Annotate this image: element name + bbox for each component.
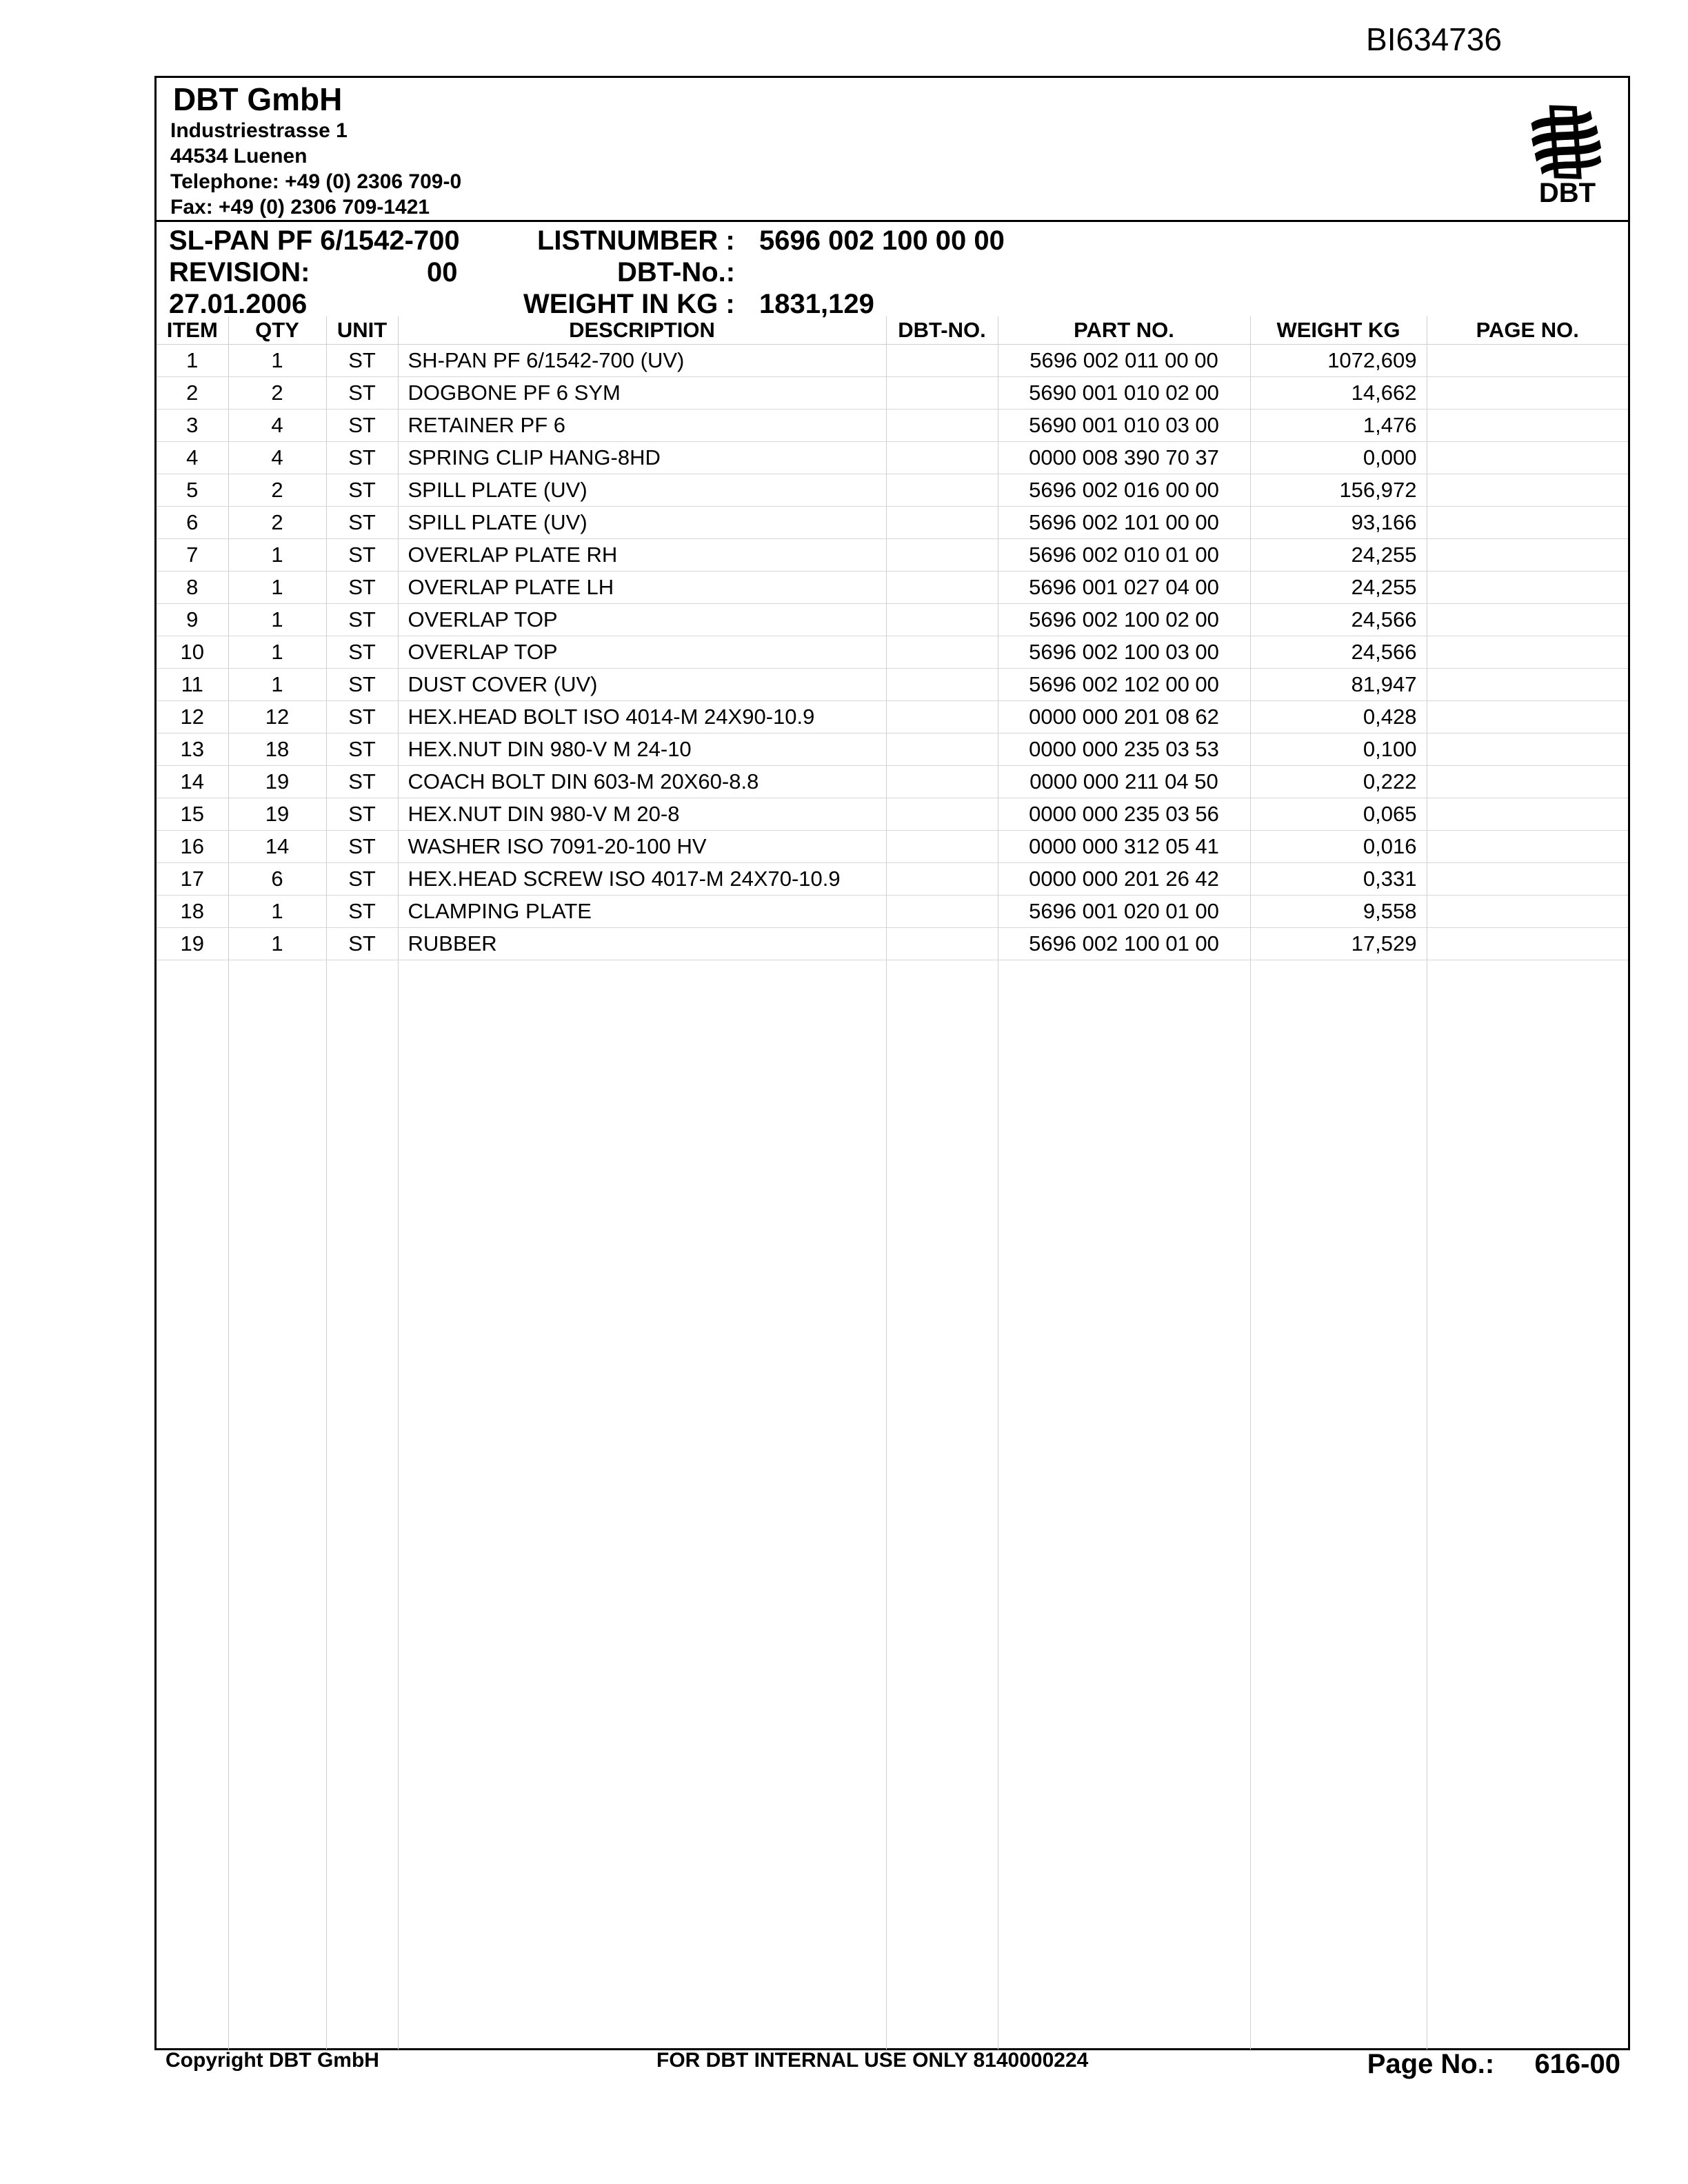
column-header-page-no: PAGE NO. <box>1427 316 1628 345</box>
part-no-cell: 5690 001 010 03 00 <box>998 410 1250 442</box>
table-row <box>157 474 1628 507</box>
revision-label: REVISION: <box>169 257 310 287</box>
qty-cell: 4 <box>228 442 326 474</box>
qty-cell: 4 <box>228 410 326 442</box>
description-cell: OVERLAP TOP <box>398 604 886 636</box>
unit-cell: ST <box>326 410 398 442</box>
parts-table <box>157 316 1628 960</box>
dbt-no-cell <box>886 831 998 863</box>
column-header-description: DESCRIPTION <box>398 316 886 345</box>
item-cell: 10 <box>157 636 228 669</box>
unit-cell: ST <box>326 345 398 377</box>
dbt-no-cell <box>886 798 998 831</box>
dbt-logo-icon <box>1526 99 1609 209</box>
page-no-cell <box>1427 831 1628 863</box>
qty-cell: 1 <box>228 896 326 928</box>
table-row <box>157 604 1628 636</box>
unit-cell: ST <box>326 766 398 798</box>
item-cell: 14 <box>157 766 228 798</box>
qty-cell: 14 <box>228 831 326 863</box>
table-row <box>157 507 1628 539</box>
qty-cell: 19 <box>228 766 326 798</box>
weight-cell: 0,222 <box>1250 766 1427 798</box>
column-divider <box>398 316 399 2050</box>
page-no-cell <box>1427 766 1628 798</box>
qty-cell: 1 <box>228 636 326 669</box>
table-row <box>157 831 1628 863</box>
list-title: SL-PAN PF 6/1542-700 <box>169 225 460 256</box>
column-divider <box>1250 316 1251 2050</box>
company-fax: Fax: +49 (0) 2306 709-1421 <box>170 196 430 219</box>
column-header-weight: WEIGHT KG <box>1250 316 1427 345</box>
company-name: DBT GmbH <box>173 81 343 117</box>
dbt-no-cell <box>886 345 998 377</box>
weight-cell: 0,331 <box>1250 863 1427 896</box>
page-no-cell <box>1427 507 1628 539</box>
header-separator <box>157 220 1628 222</box>
item-cell: 12 <box>157 701 228 734</box>
unit-cell: ST <box>326 669 398 701</box>
dbt-no-cell <box>886 863 998 896</box>
column-header-unit: UNIT <box>326 316 398 345</box>
column-header-part-no: PART NO. <box>998 316 1250 345</box>
item-cell: 2 <box>157 377 228 410</box>
description-cell: SPILL PLATE (UV) <box>398 474 886 507</box>
qty-cell: 18 <box>228 734 326 766</box>
part-no-cell: 5696 002 100 01 00 <box>998 928 1250 960</box>
item-cell: 5 <box>157 474 228 507</box>
unit-cell: ST <box>326 539 398 572</box>
description-cell: SH-PAN PF 6/1542-700 (UV) <box>398 345 886 377</box>
table-row <box>157 345 1628 377</box>
part-no-cell: 5696 002 101 00 00 <box>998 507 1250 539</box>
page-no-cell <box>1427 539 1628 572</box>
weight-cell: 24,566 <box>1250 636 1427 669</box>
table-row <box>157 896 1628 928</box>
description-cell: DOGBONE PF 6 SYM <box>398 377 886 410</box>
document-id: BI634736 <box>1366 21 1502 57</box>
dbt-no-cell <box>886 928 998 960</box>
page-no-cell <box>1427 410 1628 442</box>
table-row <box>157 539 1628 572</box>
weight-cell: 17,529 <box>1250 928 1427 960</box>
item-cell: 13 <box>157 734 228 766</box>
weight-cell: 9,558 <box>1250 896 1427 928</box>
weight-cell: 156,972 <box>1250 474 1427 507</box>
dbt-no-cell <box>886 410 998 442</box>
description-cell: SPILL PLATE (UV) <box>398 507 886 539</box>
table-row <box>157 928 1628 960</box>
column-divider <box>326 316 327 2050</box>
page-number <box>1367 2049 1620 2080</box>
item-cell: 6 <box>157 507 228 539</box>
company-street: Industriestrasse 1 <box>170 119 348 142</box>
copyright-text: Copyright DBT GmbH <box>165 2049 379 2072</box>
part-no-cell: 0000 000 235 03 56 <box>998 798 1250 831</box>
qty-cell: 2 <box>228 377 326 410</box>
weight-cell: 93,166 <box>1250 507 1427 539</box>
qty-cell: 1 <box>228 539 326 572</box>
dbt-no-cell <box>886 377 998 410</box>
description-cell: OVERLAP PLATE RH <box>398 539 886 572</box>
weight-cell: 24,566 <box>1250 604 1427 636</box>
page-no-cell <box>1427 442 1628 474</box>
unit-cell: ST <box>326 572 398 604</box>
part-no-cell: 0000 000 235 03 53 <box>998 734 1250 766</box>
weight-value: 1831,129 <box>759 289 874 319</box>
page-no-cell <box>1427 928 1628 960</box>
part-no-cell: 5690 001 010 02 00 <box>998 377 1250 410</box>
table-row <box>157 442 1628 474</box>
qty-cell: 1 <box>228 604 326 636</box>
page-no-cell <box>1427 474 1628 507</box>
item-cell: 17 <box>157 863 228 896</box>
qty-cell: 2 <box>228 507 326 539</box>
description-cell: SPRING CLIP HANG-8HD <box>398 442 886 474</box>
page-number-value: 616-00 <box>1534 2049 1620 2079</box>
table-row <box>157 798 1628 831</box>
column-header-dbt-no: DBT-NO. <box>886 316 998 345</box>
dbt-no-cell <box>886 507 998 539</box>
description-cell: OVERLAP PLATE LH <box>398 572 886 604</box>
description-cell: RUBBER <box>398 928 886 960</box>
qty-cell: 19 <box>228 798 326 831</box>
page-no-cell <box>1427 701 1628 734</box>
dbt-no-cell <box>886 442 998 474</box>
revision-value: 00 <box>427 257 458 287</box>
column-divider <box>886 316 887 2050</box>
table-row <box>157 734 1628 766</box>
qty-cell: 1 <box>228 669 326 701</box>
item-cell: 15 <box>157 798 228 831</box>
unit-cell: ST <box>326 377 398 410</box>
unit-cell: ST <box>326 798 398 831</box>
dbt-no-cell <box>886 766 998 798</box>
qty-cell: 1 <box>228 928 326 960</box>
part-no-cell: 0000 000 201 08 62 <box>998 701 1250 734</box>
part-no-cell: 5696 001 020 01 00 <box>998 896 1250 928</box>
listnumber-value: 5696 002 100 00 00 <box>759 225 1005 256</box>
list-date: 27.01.2006 <box>169 289 308 319</box>
part-no-cell: 5696 002 016 00 00 <box>998 474 1250 507</box>
weight-cell: 0,000 <box>1250 442 1427 474</box>
table-row <box>157 377 1628 410</box>
dbt-no-cell <box>886 539 998 572</box>
item-cell: 7 <box>157 539 228 572</box>
dbt-no-cell <box>886 572 998 604</box>
company-block <box>170 81 461 220</box>
dbt-no-cell <box>886 474 998 507</box>
qty-cell: 1 <box>228 345 326 377</box>
unit-cell: ST <box>326 474 398 507</box>
weight-cell: 14,662 <box>1250 377 1427 410</box>
weight-cell: 0,428 <box>1250 701 1427 734</box>
weight-cell: 24,255 <box>1250 572 1427 604</box>
table-row <box>157 410 1628 442</box>
page-no-cell <box>1427 798 1628 831</box>
page-no-cell <box>1427 636 1628 669</box>
company-telephone: Telephone: +49 (0) 2306 709-0 <box>170 170 462 193</box>
dbt-no-cell <box>886 701 998 734</box>
page-number-label: Page No.: <box>1367 2049 1495 2079</box>
qty-cell: 12 <box>228 701 326 734</box>
part-no-cell: 5696 002 100 03 00 <box>998 636 1250 669</box>
column-divider <box>228 316 229 2050</box>
page-no-cell <box>1427 863 1628 896</box>
item-cell: 18 <box>157 896 228 928</box>
logo-text: DBT <box>1538 178 1596 208</box>
part-no-cell: 0000 000 211 04 50 <box>998 766 1250 798</box>
table-header-row <box>157 316 1628 345</box>
weight-cell: 0,100 <box>1250 734 1427 766</box>
part-no-cell: 5696 002 010 01 00 <box>998 539 1250 572</box>
page-no-cell <box>1427 734 1628 766</box>
item-cell: 4 <box>157 442 228 474</box>
internal-use-note: FOR DBT INTERNAL USE ONLY 8140000224 <box>656 2049 1089 2072</box>
page-no-cell <box>1427 604 1628 636</box>
weight-label: WEIGHT IN KG : <box>523 289 735 319</box>
description-cell: RETAINER PF 6 <box>398 410 886 442</box>
unit-cell: ST <box>326 734 398 766</box>
part-no-cell: 5696 002 011 00 00 <box>998 345 1250 377</box>
part-no-cell: 0000 008 390 70 37 <box>998 442 1250 474</box>
item-cell: 3 <box>157 410 228 442</box>
dbt-no-cell <box>886 734 998 766</box>
page-no-cell <box>1427 572 1628 604</box>
weight-cell: 81,947 <box>1250 669 1427 701</box>
part-no-cell: 0000 000 201 26 42 <box>998 863 1250 896</box>
description-cell: HEX.HEAD BOLT ISO 4014-M 24X90-10.9 <box>398 701 886 734</box>
dbt-no-label: DBT-No.: <box>617 257 736 287</box>
qty-cell: 2 <box>228 474 326 507</box>
part-no-cell: 5696 002 102 00 00 <box>998 669 1250 701</box>
weight-cell: 24,255 <box>1250 539 1427 572</box>
weight-cell: 1072,609 <box>1250 345 1427 377</box>
unit-cell: ST <box>326 442 398 474</box>
dbt-no-cell <box>886 669 998 701</box>
description-cell: CLAMPING PLATE <box>398 896 886 928</box>
item-cell: 11 <box>157 669 228 701</box>
unit-cell: ST <box>326 863 398 896</box>
part-no-cell: 5696 002 100 02 00 <box>998 604 1250 636</box>
description-cell: COACH BOLT DIN 603-M 20X60-8.8 <box>398 766 886 798</box>
table-row <box>157 669 1628 701</box>
column-header-item: ITEM <box>157 316 228 345</box>
table-row <box>157 572 1628 604</box>
listnumber-label: LISTNUMBER : <box>537 225 735 256</box>
table-row <box>157 701 1628 734</box>
item-cell: 9 <box>157 604 228 636</box>
item-cell: 19 <box>157 928 228 960</box>
description-cell: HEX.NUT DIN 980-V M 20-8 <box>398 798 886 831</box>
qty-cell: 1 <box>228 572 326 604</box>
page-no-cell <box>1427 896 1628 928</box>
weight-cell: 1,476 <box>1250 410 1427 442</box>
unit-cell: ST <box>326 507 398 539</box>
weight-cell: 0,065 <box>1250 798 1427 831</box>
dbt-no-cell <box>886 636 998 669</box>
part-no-cell: 5696 001 027 04 00 <box>998 572 1250 604</box>
description-cell: WASHER ISO 7091-20-100 HV <box>398 831 886 863</box>
unit-cell: ST <box>326 636 398 669</box>
description-cell: HEX.NUT DIN 980-V M 24-10 <box>398 734 886 766</box>
description-cell: HEX.HEAD SCREW ISO 4017-M 24X70-10.9 <box>398 863 886 896</box>
unit-cell: ST <box>326 701 398 734</box>
item-cell: 16 <box>157 831 228 863</box>
description-cell: OVERLAP TOP <box>398 636 886 669</box>
dbt-no-cell <box>886 896 998 928</box>
item-cell: 1 <box>157 345 228 377</box>
qty-cell: 6 <box>228 863 326 896</box>
unit-cell: ST <box>326 928 398 960</box>
table-row <box>157 863 1628 896</box>
unit-cell: ST <box>326 831 398 863</box>
unit-cell: ST <box>326 896 398 928</box>
document-frame <box>154 76 1630 2050</box>
unit-cell: ST <box>326 604 398 636</box>
table-row <box>157 766 1628 798</box>
page-no-cell <box>1427 377 1628 410</box>
page-no-cell <box>1427 669 1628 701</box>
part-no-cell: 0000 000 312 05 41 <box>998 831 1250 863</box>
page-no-cell <box>1427 345 1628 377</box>
column-header-qty: QTY <box>228 316 326 345</box>
table-row <box>157 636 1628 669</box>
item-cell: 8 <box>157 572 228 604</box>
company-city: 44534 Luenen <box>170 145 308 168</box>
weight-cell: 0,016 <box>1250 831 1427 863</box>
description-cell: DUST COVER (UV) <box>398 669 886 701</box>
dbt-no-cell <box>886 604 998 636</box>
